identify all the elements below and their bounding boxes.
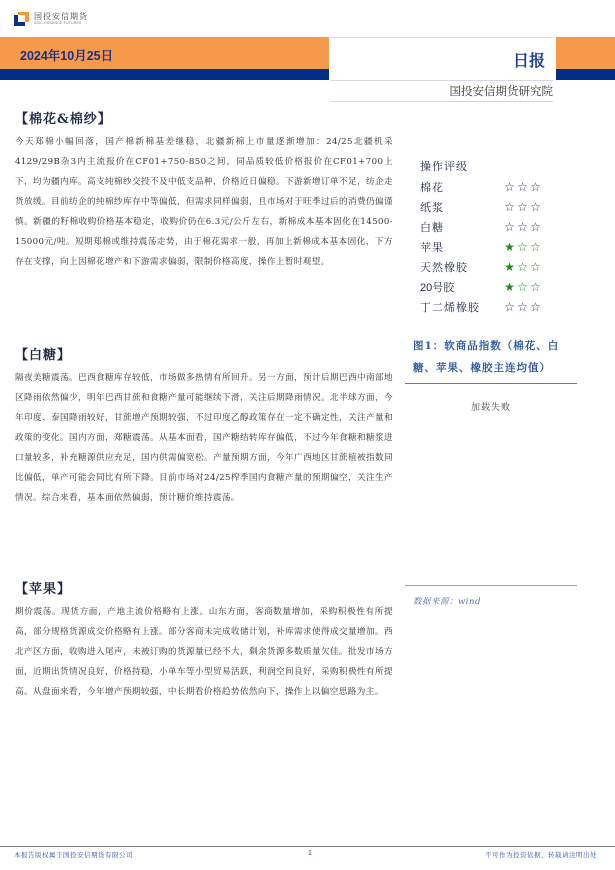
star-filled-icon: ★	[504, 280, 515, 294]
section-title: 【棉花&棉纱】	[15, 112, 112, 127]
section-body: 期价震荡。现货方面，产地主流价格略有上涨。山东方面，客商数量增加，采购积极性有所提高，部分规格货源成交价格略有上涨。部分客商未完成收储计划，补库需求使得成交量增加。西北产区方面，收购进入尾声，未被订购的货源量已经不大，剩余货源多数质量欠佳。批发市场方面，近期出货情况良好，价格持稳，小单车等小型贸易活跃，利润空间良好，采购积极性有所提高。从盘面来看，今年增产预期较强，中长期看价格趋势依然向下，操作上以偏空思路为主。	[15, 607, 393, 697]
star-rating	[503, 301, 542, 313]
operation-rating	[420, 157, 580, 317]
star-empty-icon: ☆	[517, 180, 528, 194]
institute-name: 国投安信期货研究院	[449, 86, 553, 98]
rating-row	[420, 197, 580, 217]
logo-name-en: SDIC ESSENCE FUTURES	[34, 20, 82, 25]
rating-row	[420, 237, 580, 257]
logo-name-cn: 国投安信期货	[34, 11, 88, 21]
section-body: 隔夜美糖震荡。巴西食糖库存较低，市场做多热情有所回升。另一方面，预计后期巴西中南部地区降雨依然偏少，明年巴西甘蔗和食糖产量可能继续下滑，关注后期降雨情况。北半球方面，今年印度、泰国降雨较好，甘蔗增产预期较强，不过印度乙醇政策存在一定不确定性，关注产量和政策的变化。国内方面，郑糖震荡。从基本面看，国产糖结转库存偏低，不过今年食糖和糖浆进口量较多，补充糖源供应充足，国内供需偏宽松。产量预期方面，今年广西地区甘蔗植被指数同比偏低，单产可能会同比有所下降。目前市场对24/25榨季国内食糖产量的预期偏空，关注生产情况。综合来看，基本面依然偏弱，预计糖价维持震荡。	[15, 373, 393, 503]
star-empty-icon: ☆	[504, 220, 515, 234]
star-empty-icon: ☆	[530, 280, 541, 294]
rating-commodity-name: 天然橡胶	[420, 261, 468, 274]
star-empty-icon: ☆	[530, 200, 541, 214]
figure-bottom-rule	[405, 585, 577, 586]
star-empty-icon: ☆	[517, 200, 528, 214]
report-title-box	[331, 37, 553, 81]
star-rating	[503, 221, 542, 233]
star-empty-icon: ☆	[517, 240, 528, 254]
star-empty-icon: ☆	[517, 300, 528, 314]
figure-top-rule	[405, 383, 577, 384]
star-rating	[503, 201, 542, 213]
rating-row	[420, 257, 580, 277]
star-empty-icon: ☆	[504, 180, 515, 194]
star-empty-icon: ☆	[530, 220, 541, 234]
page-number: 1	[308, 850, 312, 857]
company-logo	[14, 12, 88, 26]
star-filled-icon: ★	[504, 240, 515, 254]
figure-source: 数据来源：wind	[413, 597, 481, 607]
star-empty-icon: ☆	[517, 220, 528, 234]
star-empty-icon: ☆	[530, 260, 541, 274]
footer-disclaimer: 不可作为投资依据，转载请注明出处	[485, 851, 597, 859]
rating-title: 操作评级	[420, 160, 468, 173]
rating-row	[420, 277, 580, 297]
star-empty-icon: ☆	[517, 260, 528, 274]
section-title: 【白糖】	[15, 348, 72, 363]
rating-commodity-name: 纸浆	[420, 201, 444, 214]
banner-orange-band-right	[556, 37, 615, 69]
star-filled-icon: ★	[504, 260, 515, 274]
section-title: 【苹果】	[15, 582, 72, 597]
rating-row	[420, 177, 580, 197]
figure-load-failed: 加载失败	[470, 403, 511, 413]
section-sugar	[15, 344, 393, 508]
section-body: 今天郑棉小幅回落，国产棉新棉基差继稳，北疆新棉上市量逐渐增加：24/25北疆机采4129/29B杂3内主流报价在CF01+750-850之间，同品质较低价格报价在CF01+700上下，均为疆内库。高支纯棉纱交投不及中低支品种，价格近日偏稳。下游新增订单不足，纺企走货放缓。目前纺企的纯棉纱库存中等偏低，但需求同样偏弱，且市场对于旺季过后的消费仍偏谨慎。新疆的籽棉收购价格基本稳定，收购价仍在6.3元/公斤左右，新棉成本基本固化在14500-15000元/吨。短期郑棉或维持震荡走势，由于棉花需求一般，再加上新棉成本基本固化，下方存在支撑，向上因棉花增产和下游需求偏弱，限制价格高度，操作上暂时观望。	[15, 137, 393, 267]
footer-copyright: 本报告版权属于国投安信期货有限公司	[14, 851, 133, 859]
star-empty-icon: ☆	[530, 300, 541, 314]
figure-title: 图1：软商品指数（棉花、白糖、苹果、橡胶主连均值）	[413, 340, 560, 374]
footer-divider	[0, 846, 615, 847]
rating-row	[420, 297, 580, 317]
rating-commodity-name: 白糖	[420, 221, 444, 234]
star-empty-icon: ☆	[530, 240, 541, 254]
star-empty-icon: ☆	[504, 300, 515, 314]
rating-commodity-name: 苹果	[420, 241, 444, 254]
star-rating	[503, 261, 542, 273]
star-rating	[503, 241, 542, 253]
star-empty-icon: ☆	[504, 200, 515, 214]
star-empty-icon: ☆	[517, 280, 528, 294]
star-empty-icon: ☆	[530, 180, 541, 194]
figure-caption	[405, 335, 577, 379]
star-rating	[503, 181, 542, 193]
report-date: 2024年10月25日	[20, 49, 114, 63]
star-rating	[503, 281, 542, 293]
header-divider	[331, 101, 553, 102]
section-cotton	[15, 108, 393, 272]
report-type: 日报	[512, 53, 545, 70]
rating-commodity-name: 丁二烯橡胶	[420, 301, 480, 314]
banner-blue-band-right	[556, 69, 615, 80]
logo-icon	[14, 12, 29, 26]
rating-row	[420, 217, 580, 237]
rating-commodity-name: 20号胶	[420, 282, 455, 294]
section-apple	[15, 578, 393, 702]
banner-blue-band	[0, 69, 329, 80]
rating-commodity-name: 棉花	[420, 181, 444, 194]
